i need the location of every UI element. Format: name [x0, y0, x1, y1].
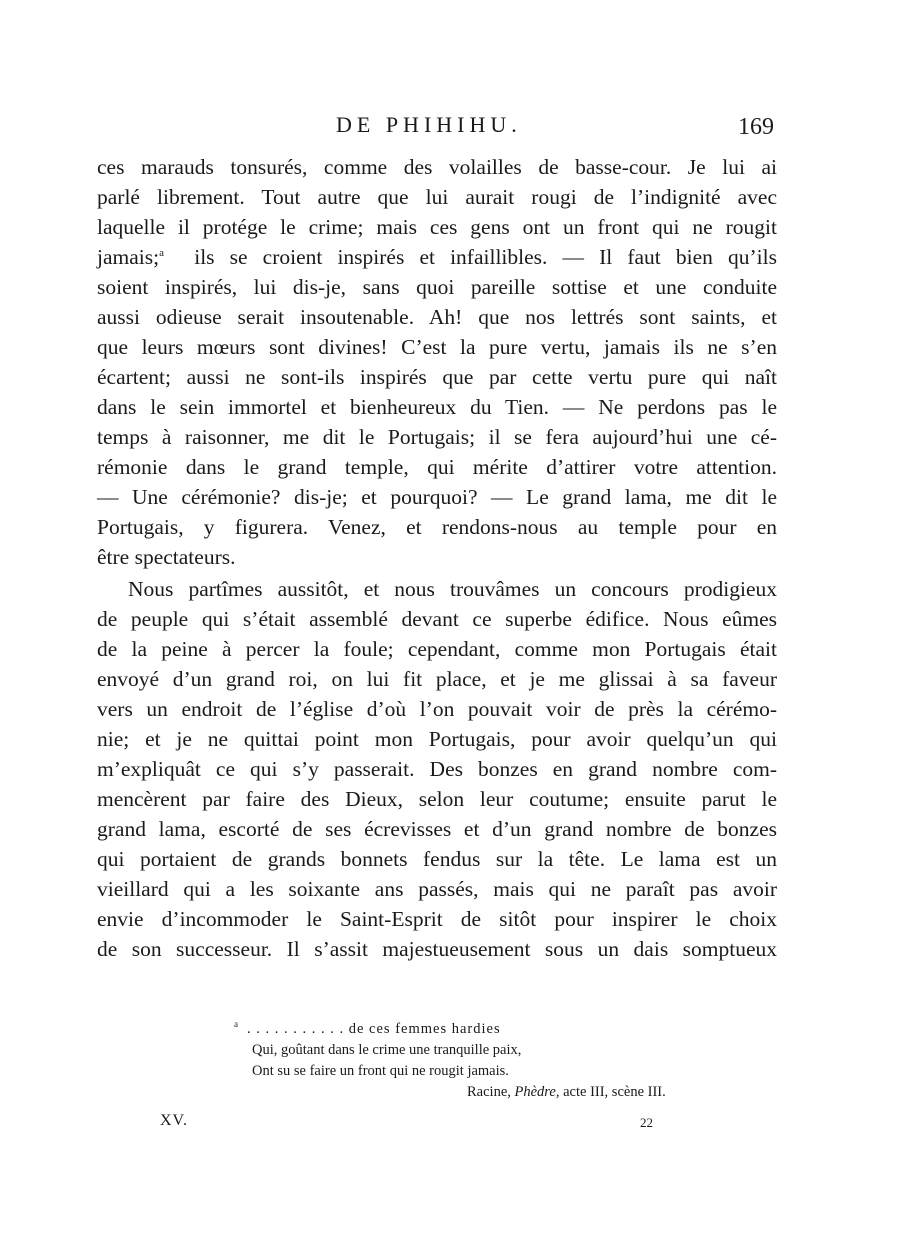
footnote: [234, 1014, 734, 1103]
signature-mark: XV.: [160, 1112, 189, 1129]
text-line: envie d’incommoder le Saint-Esprit de sitôt pour inspirer le choix: [97, 907, 777, 931]
text-line: parlé librement. Tout autre que lui aurait rougi de l’indignité avec: [97, 185, 777, 209]
footnote-reference: a: [159, 246, 164, 259]
attribution-work: Phèdre,: [514, 1083, 560, 1100]
text-line: mencèrent par faire des Dieux, selon leur coutume; ensuite parut le: [97, 787, 777, 811]
text-line: — Une cérémonie? dis-je; et pourquoi? — Le grand lama, me dit le: [97, 485, 777, 509]
paragraph: [97, 574, 777, 964]
text-line: vers un endroit de l’église d’où l’on pouvait voir de près la cérémo-: [97, 697, 777, 721]
text-line: être spectateurs.: [97, 545, 236, 569]
text-line: m’expliquât ce qui s’y passerait. Des bonzes en grand nombre com-: [97, 757, 777, 781]
text-line: Portugais, y figurera. Venez, et rendons-nous au temple pour en: [97, 515, 777, 539]
running-head: DE PHIHIHU.: [336, 112, 522, 137]
text-line: que leurs mœurs sont divines! C’est la pure vertu, jamais ils ne s’en: [97, 335, 777, 359]
text-line: de son successeur. Il s’assit majestueusement sous un dais somptueux: [97, 937, 777, 961]
footnote-verse: Qui, goûtant dans le crime une tranquille paix,: [252, 1041, 522, 1058]
text-line: Nous partîmes aussitôt, et nous trouvâmes un concours prodigieux: [128, 577, 777, 601]
text-fragment: jamais;: [97, 245, 160, 269]
text-line: écartent; aussi ne sont-ils inspirés que par cette vertu pure qui naît: [97, 365, 777, 389]
text-line: nie; et je ne quittai point mon Portugais, pour avoir quelqu’un qui: [97, 727, 777, 751]
footnote-line: [234, 1014, 734, 1040]
text-line: rémonie dans le grand temple, qui mérite d’attirer votre attention.: [97, 455, 777, 479]
text-line: laquelle il protége le crime; mais ces gens ont un front qui ne rougit: [97, 215, 777, 239]
footnote-verse: . . . . . . . . . . . de ces femmes hardies: [247, 1020, 501, 1037]
text-line: grand lama, escorté de ses écrevisses et d’un grand nombre de bonzes: [97, 817, 777, 841]
footnote-marker: a: [234, 1019, 238, 1029]
text-line-with-note: [97, 242, 777, 272]
attribution-place: acte III, scène III.: [563, 1083, 666, 1100]
text-line: envoyé d’un grand roi, on lui fit place, et je me glissai à sa faveur: [97, 667, 777, 691]
attribution-author: Racine,: [467, 1083, 511, 1100]
text-line: temps à raisonner, me dit le Portugais; il se fera aujourd’hui une cé-: [97, 425, 777, 449]
text-line: soient inspirés, lui dis-je, sans quoi pareille sottise et une conduite: [97, 275, 777, 299]
body-text: [97, 152, 777, 964]
text-line: dans le sein immortel et bienheureux du Tien. — Ne perdons pas le: [97, 395, 777, 419]
footnote-verse: Ont su se faire un front qui ne rougit jamais.: [252, 1062, 509, 1079]
paragraph: [97, 152, 777, 572]
sheet-number: 22: [640, 1115, 653, 1130]
text-line: qui portaient de grands bonnets fendus sur la tête. Le lama est un: [97, 847, 777, 871]
text-line: vieillard qui a les soixante ans passés, mais qui ne paraît pas avoir: [97, 877, 777, 901]
page-number: 169: [738, 114, 774, 140]
text-line: de la peine à percer la foule; cependant, comme mon Portugais était: [97, 637, 777, 661]
footnote-attribution: [234, 1082, 734, 1103]
text-line: ces marauds tonsurés, comme des volailles de basse-cour. Je lui ai: [97, 155, 777, 179]
text-fragment: ils se croient inspirés et infaillibles. — Il faut bien qu’ils: [194, 245, 777, 269]
text-line: de peuple qui s’était assemblé devant ce superbe édifice. Nous eûmes: [97, 607, 777, 631]
text-line: aussi odieuse serait insoutenable. Ah! que nos lettrés sont saints, et: [97, 305, 777, 329]
